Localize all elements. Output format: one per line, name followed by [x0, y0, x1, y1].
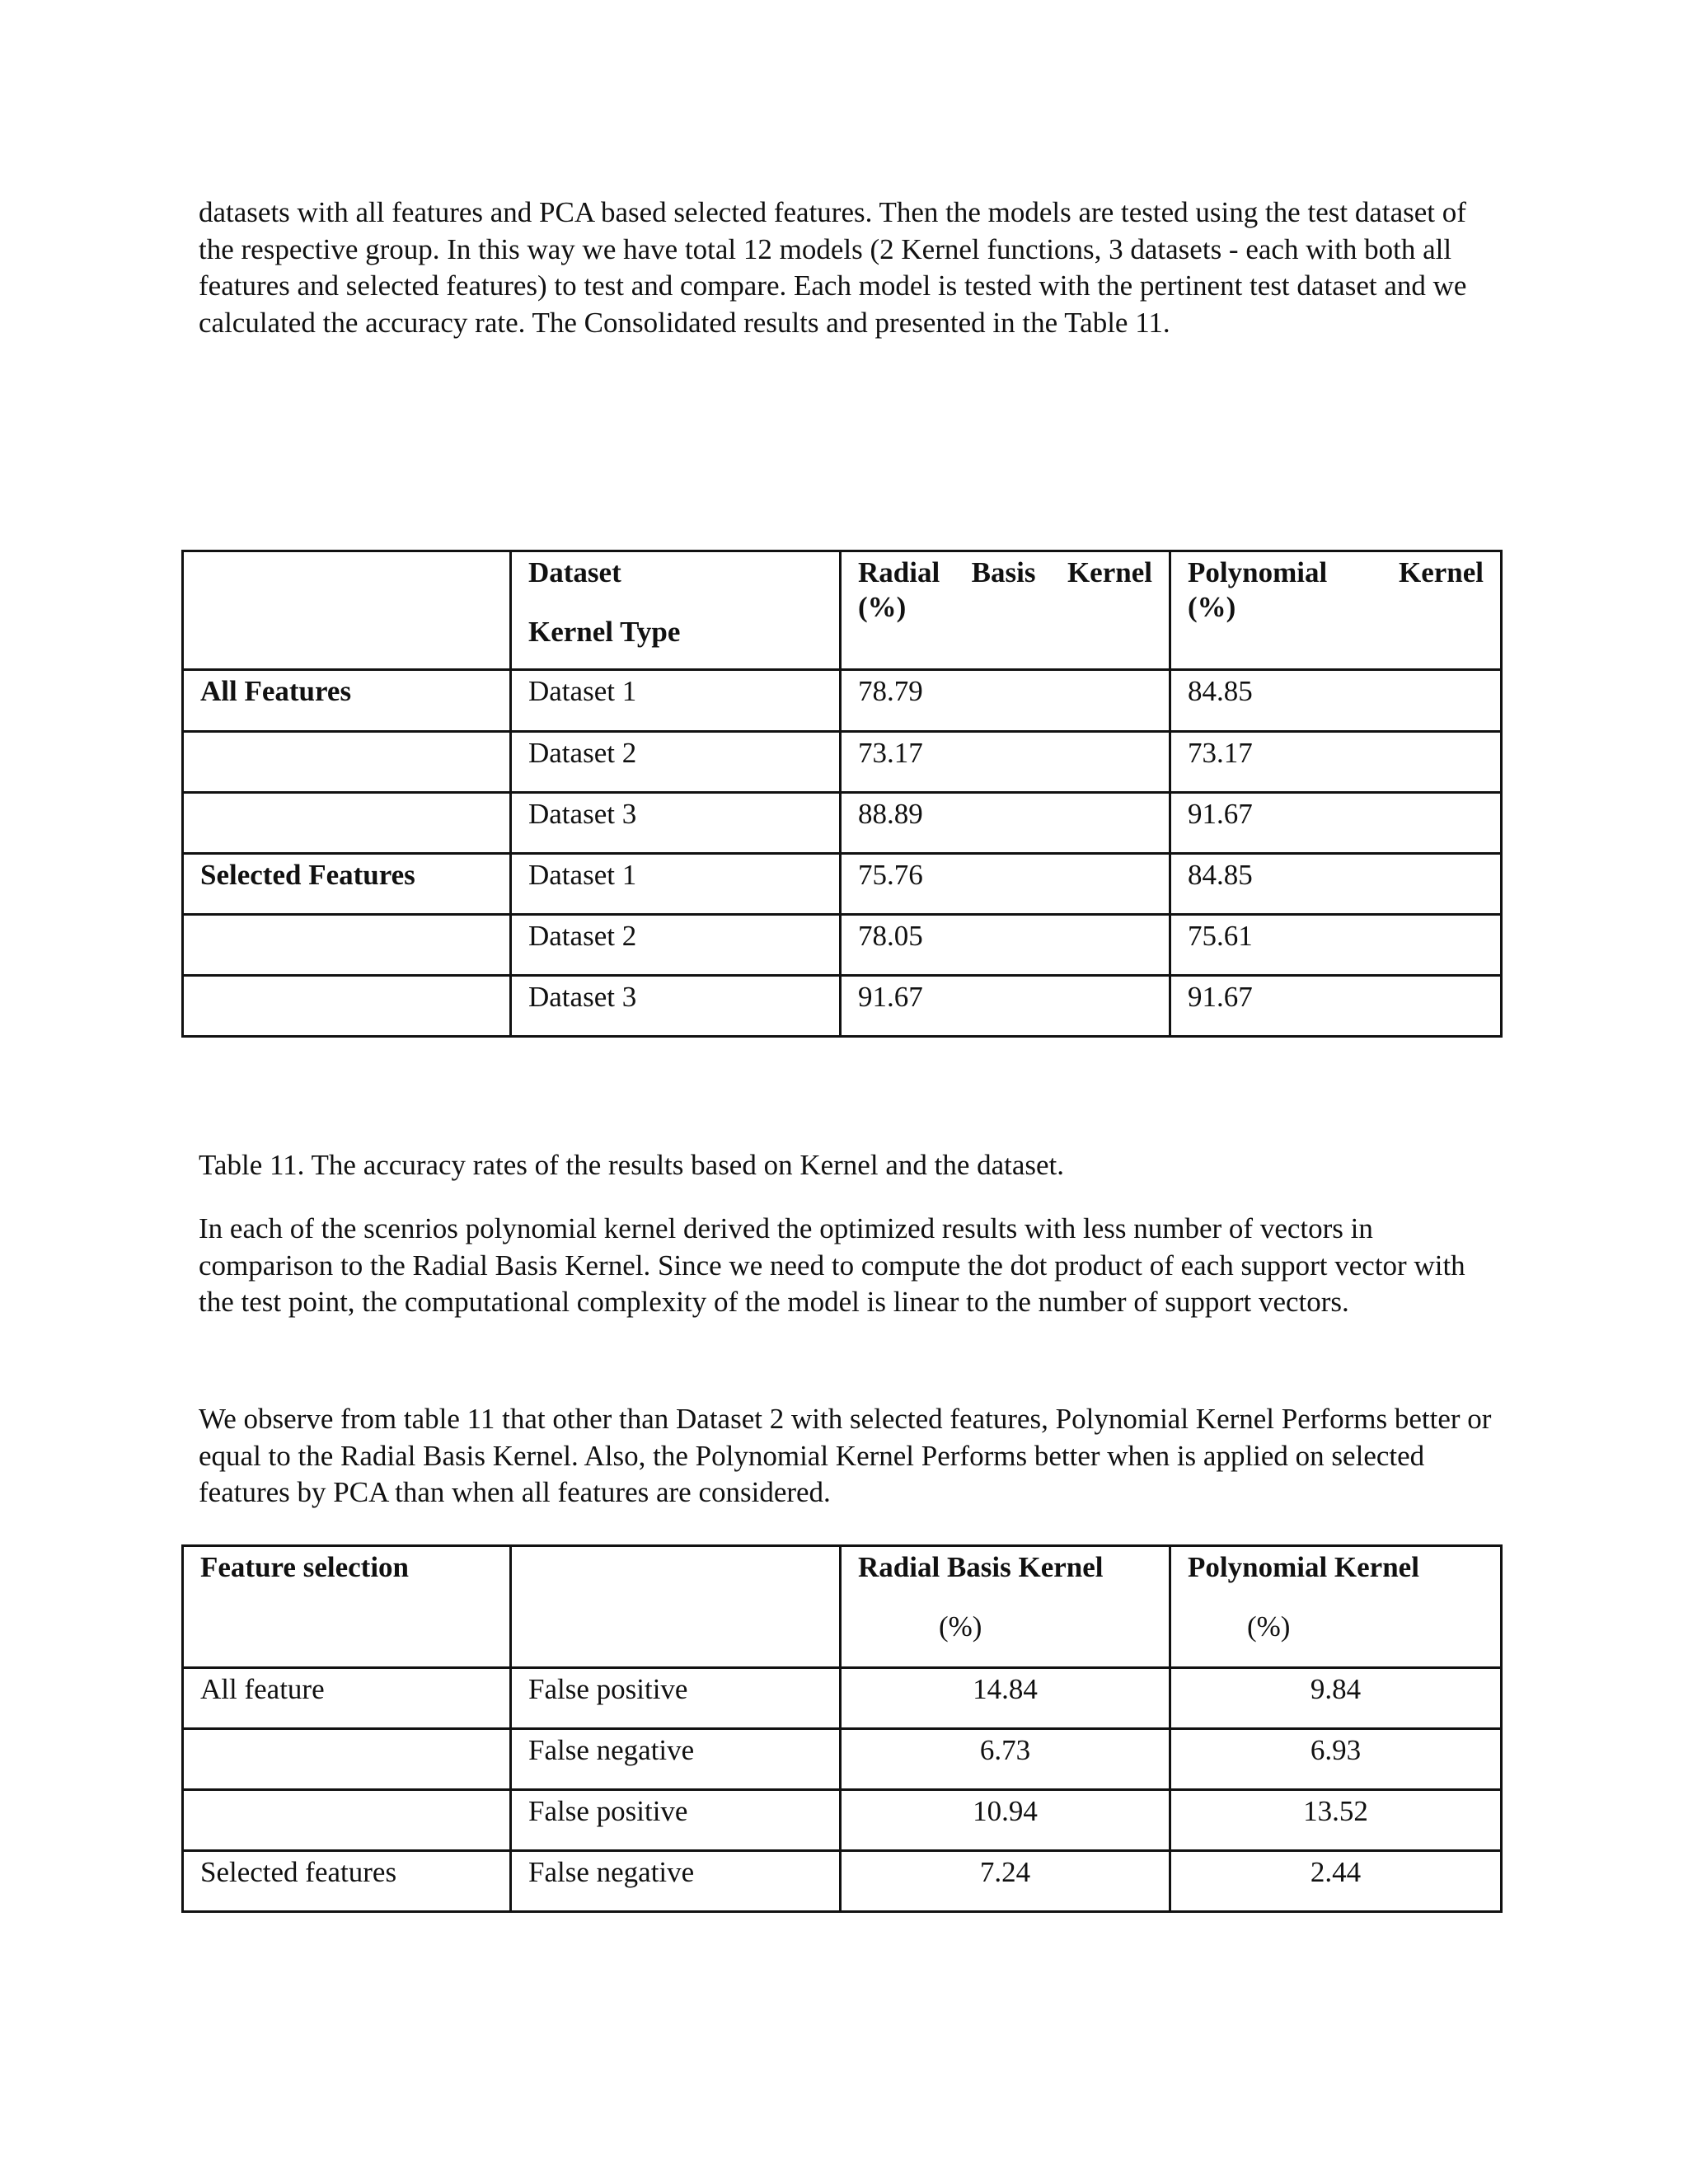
poly-value-cell: 91.67	[1170, 976, 1502, 1037]
table-row	[183, 976, 1502, 1037]
error-rates-table	[181, 1544, 1503, 1913]
dataset-cell: Dataset 3	[511, 793, 841, 854]
table-header-row	[183, 551, 1502, 670]
header-poly-cell	[1170, 551, 1502, 670]
rbf-header-word: Radial	[858, 556, 940, 588]
metric-cell: False negative	[511, 1729, 841, 1790]
group-cell: Selected Features	[183, 854, 511, 915]
rbf-value-cell: 73.17	[841, 732, 1170, 793]
poly-value-cell: 75.61	[1170, 915, 1502, 976]
poly-header-word: Kernel	[1398, 556, 1484, 588]
rbf-header-unit: (%)	[939, 1610, 982, 1643]
rbf-value-cell: 75.76	[841, 854, 1170, 915]
accuracy-table	[181, 550, 1503, 1038]
table-row	[183, 670, 1502, 732]
rbf-header-word: Kernel	[1067, 556, 1152, 588]
group-cell: All feature	[183, 1668, 511, 1729]
poly-header	[1188, 555, 1484, 590]
group-cell	[183, 1729, 511, 1790]
table-row	[183, 732, 1502, 793]
rbf-value-cell: 88.89	[841, 793, 1170, 854]
rbf-value-cell: 78.79	[841, 670, 1170, 732]
dataset-header: Dataset	[528, 556, 621, 588]
poly-value-cell: 91.67	[1170, 793, 1502, 854]
rbf-value-cell: 7.24	[841, 1851, 1170, 1912]
group-cell: All Features	[183, 670, 511, 732]
poly-value-cell: 73.17	[1170, 732, 1502, 793]
dataset-cell: Dataset 2	[511, 732, 841, 793]
dataset-cell: Dataset 1	[511, 670, 841, 732]
group-cell	[183, 915, 511, 976]
rbf-value-cell: 10.94	[841, 1790, 1170, 1851]
table-row	[183, 1729, 1502, 1790]
table-row	[183, 854, 1502, 915]
intro-paragraph: datasets with all features and PCA based selected features. Then the models are tested using the test dataset of the respective group. In this way we have total 12 models (2 Kernel functions, 3 datasets - each with both all features and selected features) to test and compare. Each model is tested with the pertinent test dataset and we calculated the accuracy rate. The Consolidated results and presented in the Table 11.	[199, 196, 1467, 339]
poly-header-word: Polynomial	[1188, 556, 1328, 588]
table-row	[183, 793, 1502, 854]
group-cell: Selected features	[183, 1851, 511, 1912]
header-poly-cell	[1170, 1546, 1502, 1668]
header-dataset-kernel-cell	[511, 551, 841, 670]
complexity-paragraph: In each of the scenrios polynomial kernel derived the optimized results with less number of vectors in comparison to the Radial Basis Kernel. Since we need to compute the dot product of each support vector with the test point, the computational complexity of the model is linear to the number of support vectors.	[199, 1212, 1465, 1318]
rbf-header-word: Basis	[971, 556, 1036, 588]
metric-cell: False negative	[511, 1851, 841, 1912]
header-empty-cell	[511, 1546, 841, 1668]
table-header-row	[183, 1546, 1502, 1668]
rbf-value-cell: 91.67	[841, 976, 1170, 1037]
group-cell	[183, 793, 511, 854]
poly-value-cell: 9.84	[1170, 1668, 1502, 1729]
header-empty-cell	[183, 551, 511, 670]
dataset-cell: Dataset 1	[511, 854, 841, 915]
table-row	[183, 915, 1502, 976]
table-caption: Table 11. The accuracy rates of the results based on Kernel and the dataset.	[199, 1149, 1065, 1181]
rbf-value-cell: 78.05	[841, 915, 1170, 976]
feature-selection-header: Feature selection	[183, 1546, 511, 1668]
poly-value-cell: 84.85	[1170, 854, 1502, 915]
dataset-cell: Dataset 3	[511, 976, 841, 1037]
poly-header-unit: (%)	[1247, 1610, 1291, 1643]
table-row	[183, 1668, 1502, 1729]
metric-cell: False positive	[511, 1790, 841, 1851]
poly-value-cell: 6.93	[1170, 1729, 1502, 1790]
group-cell	[183, 976, 511, 1037]
poly-header: Polynomial Kernel	[1188, 1551, 1419, 1583]
table-row	[183, 1851, 1502, 1912]
header-rbf-cell	[841, 551, 1170, 670]
rbf-header	[858, 555, 1152, 590]
rbf-header-unit: (%)	[858, 591, 907, 623]
rbf-header: Radial Basis Kernel	[858, 1551, 1104, 1583]
poly-header-unit: (%)	[1188, 591, 1236, 623]
kernel-type-header: Kernel Type	[528, 616, 681, 648]
group-cell	[183, 1790, 511, 1851]
dataset-cell: Dataset 2	[511, 915, 841, 976]
header-rbf-cell	[841, 1546, 1170, 1668]
rbf-value-cell: 6.73	[841, 1729, 1170, 1790]
observation-paragraph: We observe from table 11 that other than Dataset 2 with selected features, Polynomial Kernel Performs better or equal to the Radial Basis Kernel. Also, the Polynomial Kernel Performs better when is applied on selected features by PCA than when all features are considered.	[199, 1403, 1492, 1508]
poly-value-cell: 84.85	[1170, 670, 1502, 732]
group-cell	[183, 732, 511, 793]
metric-cell: False positive	[511, 1668, 841, 1729]
table-row	[183, 1790, 1502, 1851]
poly-value-cell: 2.44	[1170, 1851, 1502, 1912]
poly-value-cell: 13.52	[1170, 1790, 1502, 1851]
rbf-value-cell: 14.84	[841, 1668, 1170, 1729]
